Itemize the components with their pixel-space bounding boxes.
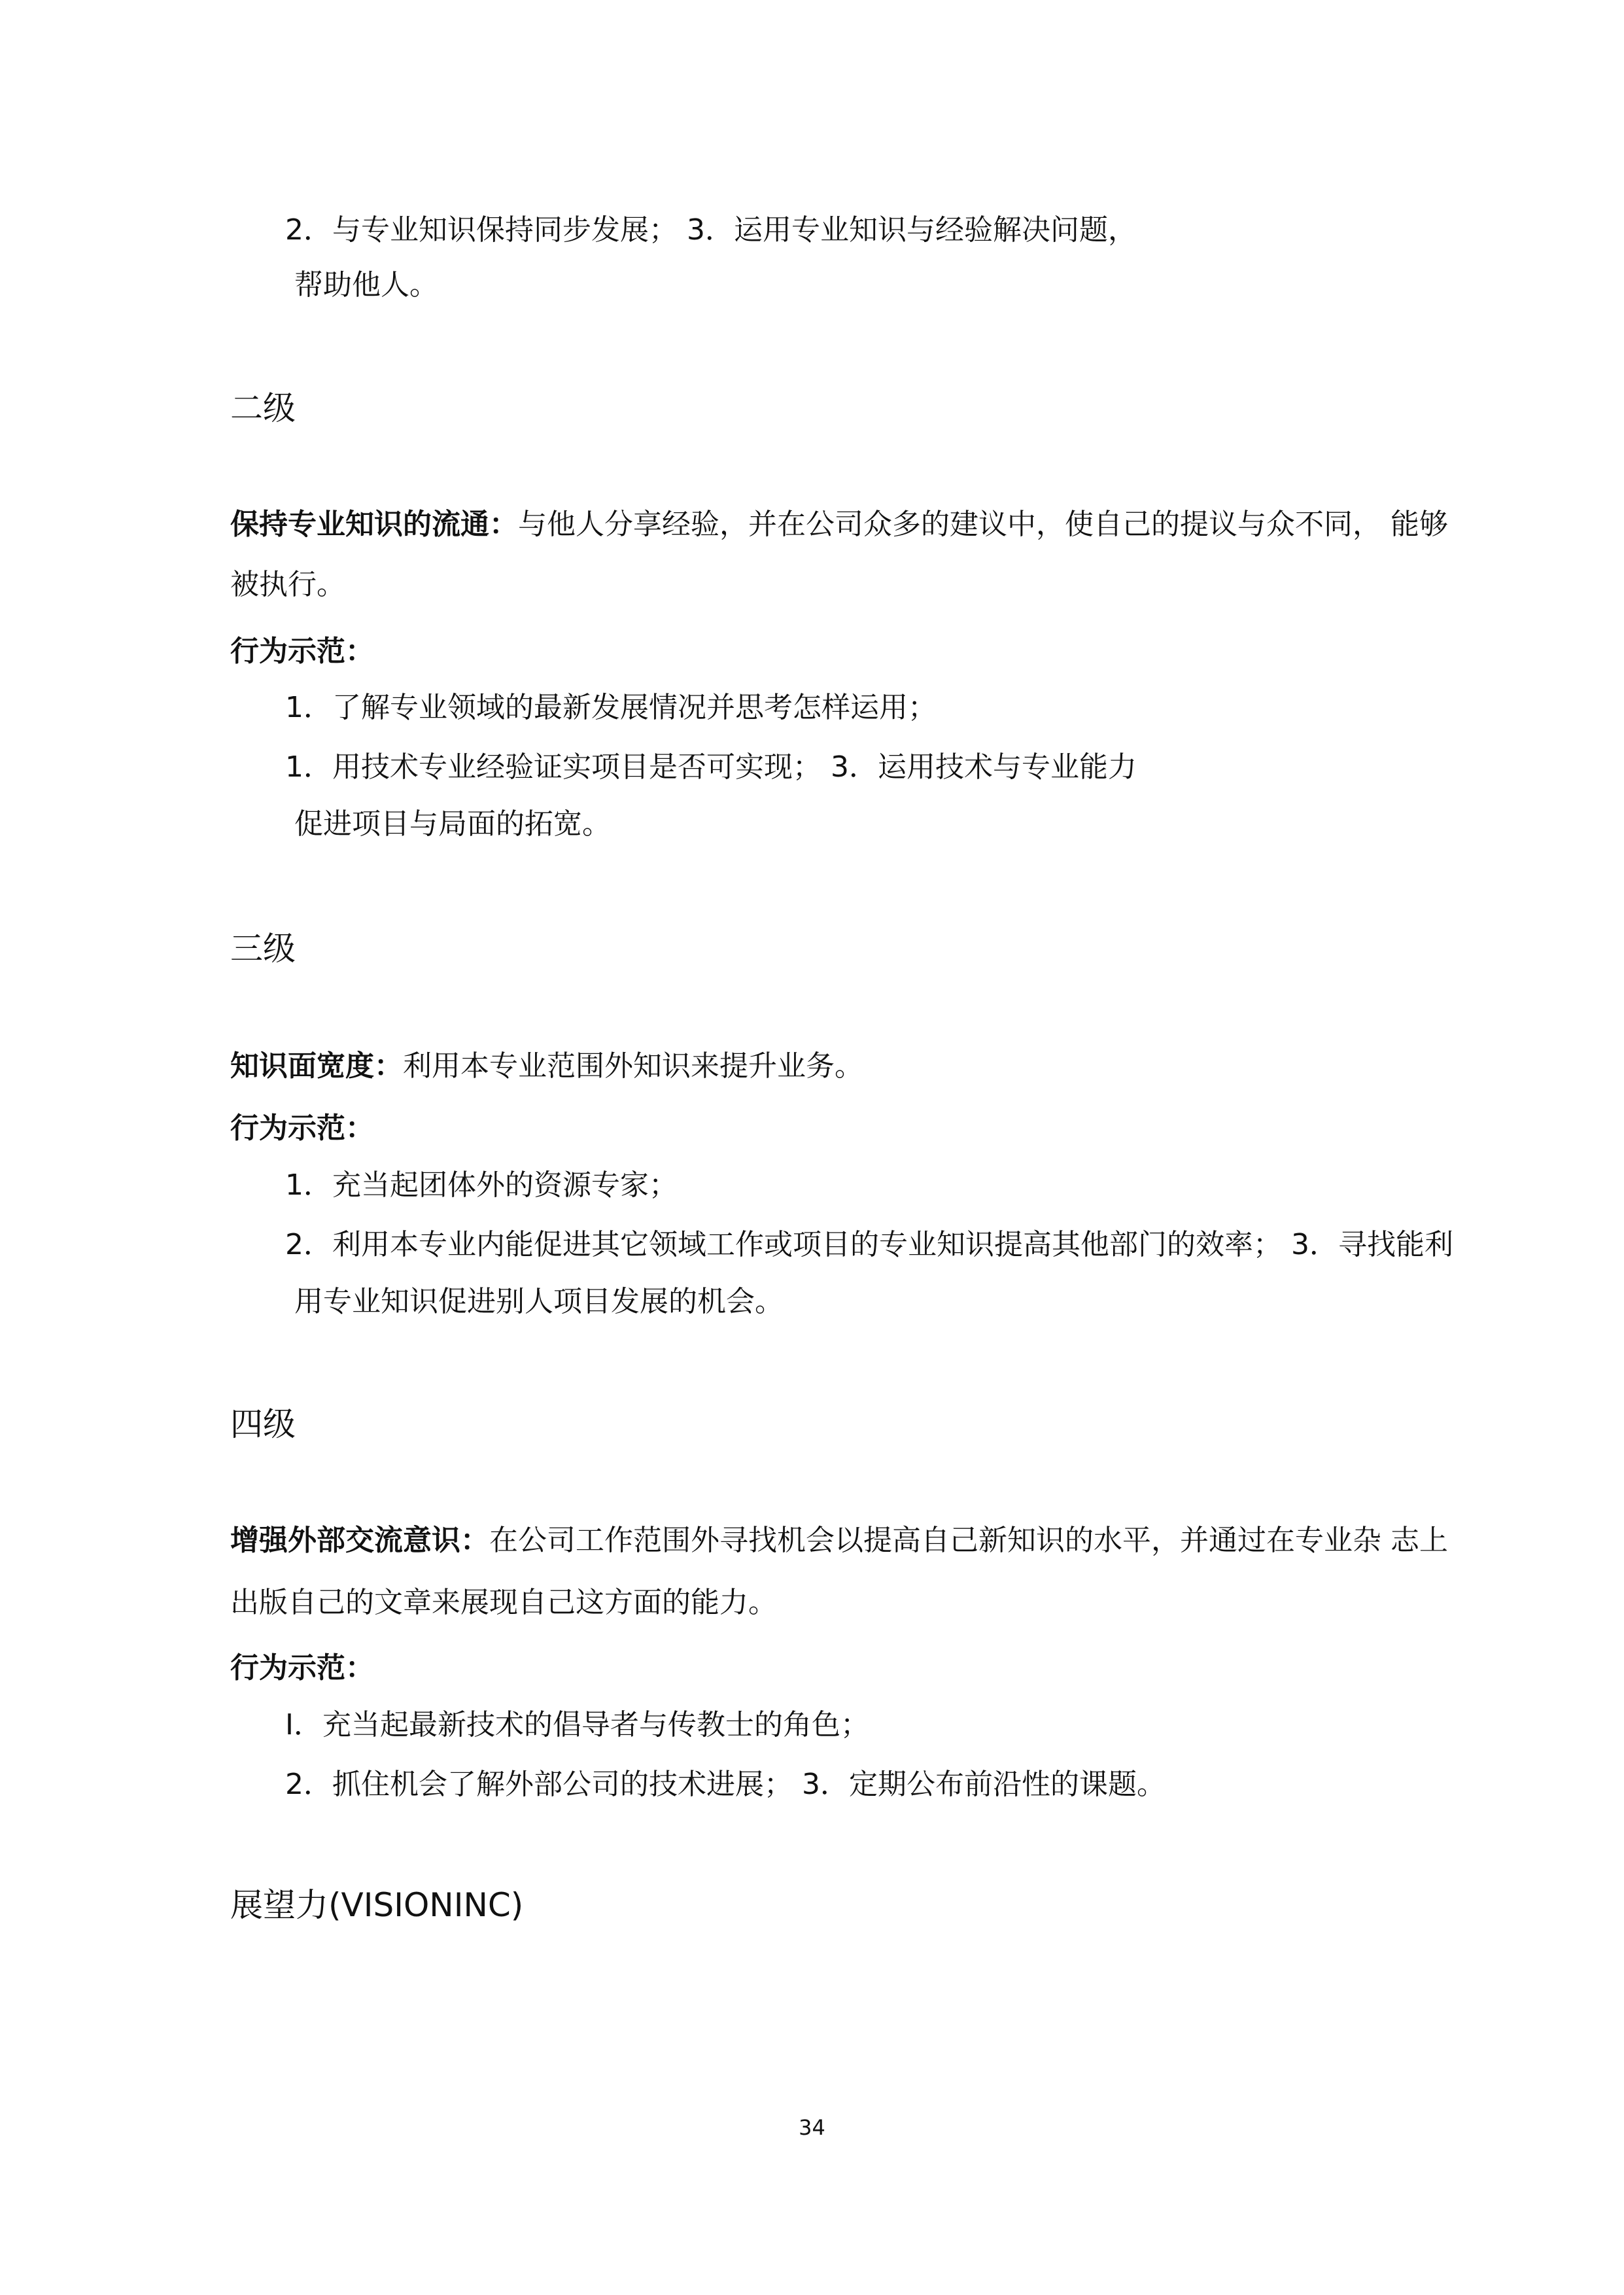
level4-desc-text: 在公司工作范围外寻找机会以提高自己新知识的水平，并通过在专业杂 志上 <box>489 1524 1448 1557</box>
level3-lead: 知识面宽度： <box>230 1049 403 1083</box>
level2-description-line-1 <box>230 505 1448 544</box>
level2-desc-text: 与他人分享经验，并在公司众多的建议中，使自己的提议与众不同， 能够 <box>518 508 1448 541</box>
level3-item-2-continuation: 用专业知识促进别人项目发展的机会。 <box>294 1285 784 1318</box>
level4-description-line-2: 出版自己的文章来展现自己这方面的能力。 <box>230 1586 777 1619</box>
level4-description-line-1 <box>230 1521 1448 1560</box>
level2-behavior-label: 行为示范： <box>230 635 374 668</box>
level4-heading: 四级 <box>230 1405 296 1443</box>
level2-lead: 保持专业知识的流通： <box>230 508 518 541</box>
level2-item-2-continuation: 促进项目与局面的拓宽。 <box>294 807 611 841</box>
level2-description-line-2: 被执行。 <box>230 568 345 601</box>
continuation-line-2: 帮助他人。 <box>294 268 438 302</box>
level3-desc-text: 利用本专业范围外知识来提升业务。 <box>403 1049 863 1083</box>
level4-item-2: 2．抓住机会了解外部公司的技术进展； 3．定期公布前沿性的课题。 <box>285 1768 1166 1801</box>
level2-item-2: 1．用技术专业经验证实项目是否可实现； 3．运用技术与专业能力 <box>285 750 1137 784</box>
continuation-line-1: 2．与专业知识保持同步发展； 3．运用专业知识与经验解决问题， <box>285 213 1137 247</box>
page-number: 34 <box>799 2115 825 2140</box>
level2-item-1: 1．了解专业领域的最新发展情况并思考怎样运用； <box>285 691 937 724</box>
vision-section-heading: 展望力(VISIONINC) <box>230 1886 524 1924</box>
level4-item-1: I．充当起最新技术的倡导者与传教士的角色； <box>285 1708 869 1742</box>
level3-item-1: 1．充当起团体外的资源专家； <box>285 1168 678 1202</box>
level3-behavior-label: 行为示范： <box>230 1112 374 1145</box>
level3-description-line-1 <box>230 1047 863 1086</box>
level4-behavior-label: 行为示范： <box>230 1651 374 1685</box>
level3-item-2: 2．利用本专业内能促进其它领域工作或项目的专业知识提高其他部门的效率； 3．寻找能利 <box>285 1228 1453 1261</box>
level2-heading: 二级 <box>230 389 296 427</box>
level4-lead: 增强外部交流意识： <box>230 1524 489 1557</box>
level3-heading: 三级 <box>230 930 296 968</box>
